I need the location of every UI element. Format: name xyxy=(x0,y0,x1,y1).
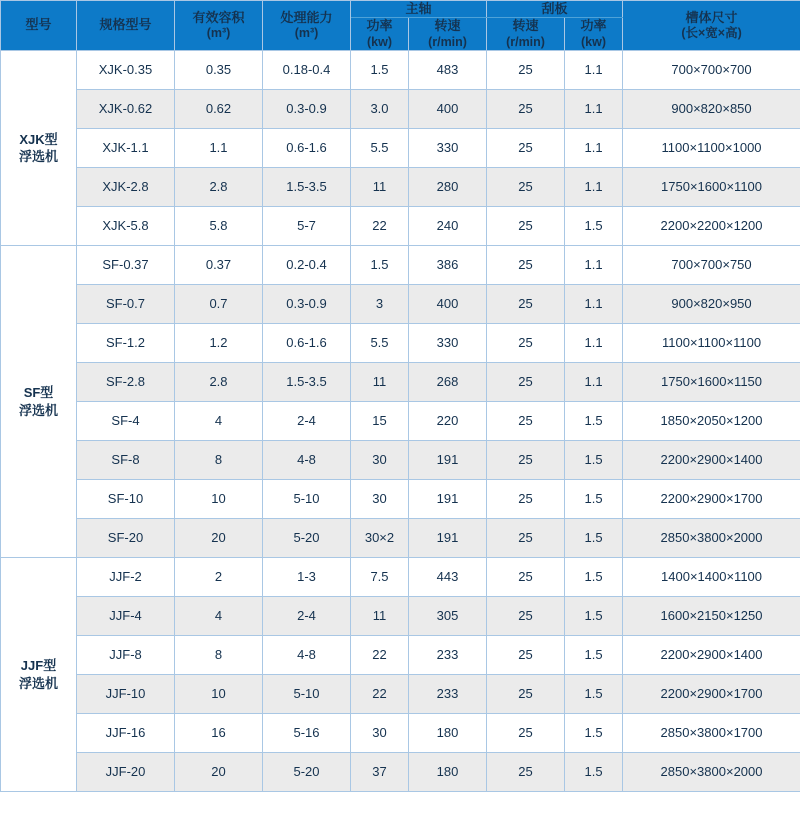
row-group-label-line2: 浮选机 xyxy=(18,149,58,165)
cell-capacity: 4-8 xyxy=(263,441,351,480)
cell-size: 2200×2200×1200 xyxy=(623,207,800,246)
cell-capacity: 1.5-3.5 xyxy=(263,168,351,207)
cell-size: 900×820×850 xyxy=(623,90,800,129)
table-row xyxy=(1,90,800,129)
cell-capacity: 0.3-0.9 xyxy=(263,285,351,324)
cell-capacity: 2-4 xyxy=(263,402,351,441)
cell-scraper-power: 1.5 xyxy=(565,597,623,636)
table-row xyxy=(1,246,800,285)
cell-scraper-speed: 25 xyxy=(487,324,565,363)
cell-scraper-speed: 25 xyxy=(487,441,565,480)
cell-spindle-speed: 233 xyxy=(409,675,487,714)
table-row xyxy=(1,285,800,324)
cell-spindle-speed: 233 xyxy=(409,636,487,675)
col-capacity xyxy=(263,1,351,51)
cell-spindle-speed: 400 xyxy=(409,285,487,324)
col-scraper-power-unit: (kw) xyxy=(581,34,607,49)
cell-scraper-power: 1.1 xyxy=(565,324,623,363)
col-spec-model: 规格型号 xyxy=(77,1,175,51)
cell-scraper-power: 1.5 xyxy=(565,402,623,441)
cell-spec: SF-1.2 xyxy=(77,324,175,363)
cell-spindle-speed: 443 xyxy=(409,558,487,597)
cell-volume: 4 xyxy=(175,402,263,441)
col-model: 型号 xyxy=(1,1,77,51)
cell-size: 2200×2900×1700 xyxy=(623,675,800,714)
cell-scraper-speed: 25 xyxy=(487,480,565,519)
table-row xyxy=(1,51,800,90)
cell-volume: 5.8 xyxy=(175,207,263,246)
cell-scraper-speed: 25 xyxy=(487,675,565,714)
cell-spindle-speed: 400 xyxy=(409,90,487,129)
cell-spindle-speed: 305 xyxy=(409,597,487,636)
table-row xyxy=(1,558,800,597)
col-tank-size-sub: (长×宽×高) xyxy=(681,25,742,40)
cell-size: 1750×1600×1100 xyxy=(623,168,800,207)
cell-spec: XJK-0.35 xyxy=(77,51,175,90)
col-scraper-speed-unit: (r/min) xyxy=(506,34,545,49)
table-row xyxy=(1,519,800,558)
cell-capacity: 0.6-1.6 xyxy=(263,129,351,168)
col-capacity-label: 处理能力 xyxy=(280,9,333,25)
col-spindle-power-label: 功率 xyxy=(366,18,393,34)
cell-spindle-power: 1.5 xyxy=(351,246,409,285)
cell-size: 2850×3800×2000 xyxy=(623,519,800,558)
col-spindle-power xyxy=(351,18,409,51)
cell-spec: JJF-10 xyxy=(77,675,175,714)
cell-spec: SF-2.8 xyxy=(77,363,175,402)
cell-spindle-speed: 191 xyxy=(409,480,487,519)
cell-scraper-speed: 25 xyxy=(487,558,565,597)
cell-volume: 1.1 xyxy=(175,129,263,168)
cell-volume: 2.8 xyxy=(175,363,263,402)
cell-size: 1400×1400×1100 xyxy=(623,558,800,597)
cell-scraper-speed: 25 xyxy=(487,714,565,753)
table-header xyxy=(1,1,800,51)
cell-spindle-power: 1.5 xyxy=(351,51,409,90)
cell-spindle-power: 30 xyxy=(351,480,409,519)
cell-scraper-power: 1.1 xyxy=(565,51,623,90)
cell-capacity: 5-10 xyxy=(263,675,351,714)
cell-spindle-speed: 330 xyxy=(409,129,487,168)
cell-volume: 4 xyxy=(175,597,263,636)
cell-capacity: 0.2-0.4 xyxy=(263,246,351,285)
cell-spindle-power: 11 xyxy=(351,168,409,207)
table-row xyxy=(1,753,800,792)
cell-capacity: 1-3 xyxy=(263,558,351,597)
cell-scraper-speed: 25 xyxy=(487,285,565,324)
cell-spindle-power: 5.5 xyxy=(351,129,409,168)
col-spindle-speed xyxy=(409,18,487,51)
cell-spec: JJF-2 xyxy=(77,558,175,597)
cell-capacity: 5-7 xyxy=(263,207,351,246)
cell-spec: XJK-0.62 xyxy=(77,90,175,129)
cell-volume: 10 xyxy=(175,675,263,714)
cell-size: 1750×1600×1150 xyxy=(623,363,800,402)
cell-spindle-power: 15 xyxy=(351,402,409,441)
cell-spec: JJF-20 xyxy=(77,753,175,792)
cell-size: 2850×3800×1700 xyxy=(623,714,800,753)
cell-scraper-power: 1.5 xyxy=(565,558,623,597)
table-row xyxy=(1,324,800,363)
cell-volume: 10 xyxy=(175,480,263,519)
col-group-spindle: 主轴 xyxy=(351,1,487,18)
cell-scraper-speed: 25 xyxy=(487,597,565,636)
cell-scraper-power: 1.5 xyxy=(565,753,623,792)
cell-capacity: 5-10 xyxy=(263,480,351,519)
cell-scraper-speed: 25 xyxy=(487,753,565,792)
table-row xyxy=(1,675,800,714)
cell-spec: XJK-5.8 xyxy=(77,207,175,246)
cell-scraper-power: 1.1 xyxy=(565,285,623,324)
cell-spindle-speed: 280 xyxy=(409,168,487,207)
cell-volume: 16 xyxy=(175,714,263,753)
cell-volume: 2.8 xyxy=(175,168,263,207)
col-group-scraper: 刮板 xyxy=(487,1,623,18)
cell-spindle-speed: 268 xyxy=(409,363,487,402)
cell-size: 2850×3800×2000 xyxy=(623,753,800,792)
cell-spindle-power: 11 xyxy=(351,597,409,636)
cell-spindle-speed: 386 xyxy=(409,246,487,285)
cell-capacity: 5-20 xyxy=(263,753,351,792)
row-group-label xyxy=(1,558,77,792)
cell-scraper-power: 1.5 xyxy=(565,480,623,519)
cell-scraper-power: 1.5 xyxy=(565,207,623,246)
cell-spindle-power: 22 xyxy=(351,207,409,246)
cell-spec: SF-4 xyxy=(77,402,175,441)
cell-volume: 20 xyxy=(175,519,263,558)
cell-spec: SF-20 xyxy=(77,519,175,558)
table-row xyxy=(1,168,800,207)
table-row xyxy=(1,402,800,441)
cell-size: 1600×2150×1250 xyxy=(623,597,800,636)
cell-size: 1100×1100×1000 xyxy=(623,129,800,168)
table-row xyxy=(1,636,800,675)
cell-spindle-power: 3 xyxy=(351,285,409,324)
cell-scraper-power: 1.1 xyxy=(565,90,623,129)
cell-scraper-speed: 25 xyxy=(487,519,565,558)
cell-spindle-speed: 180 xyxy=(409,714,487,753)
cell-scraper-speed: 25 xyxy=(487,51,565,90)
cell-scraper-power: 1.5 xyxy=(565,441,623,480)
cell-volume: 8 xyxy=(175,636,263,675)
cell-spindle-power: 30 xyxy=(351,714,409,753)
header-row-top xyxy=(1,1,800,18)
row-group-label-line2: 浮选机 xyxy=(18,402,58,418)
cell-scraper-speed: 25 xyxy=(487,636,565,675)
cell-size: 2200×2900×1700 xyxy=(623,480,800,519)
row-group-label-line1: XJK型 xyxy=(19,131,58,147)
cell-scraper-power: 1.1 xyxy=(565,363,623,402)
row-group-label xyxy=(1,51,77,246)
cell-volume: 0.37 xyxy=(175,246,263,285)
table-row xyxy=(1,441,800,480)
cell-scraper-speed: 25 xyxy=(487,363,565,402)
cell-spindle-power: 22 xyxy=(351,636,409,675)
cell-size: 900×820×950 xyxy=(623,285,800,324)
table-row xyxy=(1,597,800,636)
row-group-label-line2: 浮选机 xyxy=(18,675,58,691)
cell-volume: 8 xyxy=(175,441,263,480)
cell-spindle-power: 7.5 xyxy=(351,558,409,597)
cell-volume: 2 xyxy=(175,558,263,597)
cell-volume: 20 xyxy=(175,753,263,792)
col-spindle-power-unit: (kw) xyxy=(367,34,392,49)
cell-spec: SF-10 xyxy=(77,480,175,519)
col-tank-size xyxy=(623,1,800,51)
cell-spec: SF-0.37 xyxy=(77,246,175,285)
cell-scraper-power: 1.5 xyxy=(565,519,623,558)
cell-spindle-power: 11 xyxy=(351,363,409,402)
cell-spindle-power: 22 xyxy=(351,675,409,714)
row-group-label xyxy=(1,246,77,558)
cell-spindle-speed: 483 xyxy=(409,51,487,90)
cell-capacity: 0.3-0.9 xyxy=(263,90,351,129)
cell-spec: JJF-8 xyxy=(77,636,175,675)
cell-scraper-speed: 25 xyxy=(487,129,565,168)
cell-capacity: 0.18-0.4 xyxy=(263,51,351,90)
col-tank-size-label: 槽体尺寸 xyxy=(685,9,738,25)
cell-spindle-power: 3.0 xyxy=(351,90,409,129)
cell-spec: JJF-4 xyxy=(77,597,175,636)
col-effective-volume-label: 有效容积 xyxy=(192,9,245,25)
cell-spindle-speed: 191 xyxy=(409,441,487,480)
col-scraper-speed-label: 转速 xyxy=(512,18,539,34)
cell-size: 2200×2900×1400 xyxy=(623,636,800,675)
cell-scraper-speed: 25 xyxy=(487,90,565,129)
cell-spec: SF-0.7 xyxy=(77,285,175,324)
cell-scraper-power: 1.1 xyxy=(565,129,623,168)
cell-spindle-speed: 191 xyxy=(409,519,487,558)
cell-volume: 1.2 xyxy=(175,324,263,363)
cell-spec: SF-8 xyxy=(77,441,175,480)
col-spindle-speed-unit: (r/min) xyxy=(428,34,467,49)
cell-capacity: 5-20 xyxy=(263,519,351,558)
cell-spec: XJK-1.1 xyxy=(77,129,175,168)
cell-size: 700×700×750 xyxy=(623,246,800,285)
cell-capacity: 5-16 xyxy=(263,714,351,753)
cell-capacity: 0.6-1.6 xyxy=(263,324,351,363)
cell-size: 1850×2050×1200 xyxy=(623,402,800,441)
cell-scraper-power: 1.5 xyxy=(565,636,623,675)
col-scraper-power-label: 功率 xyxy=(580,18,607,34)
cell-spindle-power: 30 xyxy=(351,441,409,480)
table-row xyxy=(1,363,800,402)
cell-capacity: 4-8 xyxy=(263,636,351,675)
cell-scraper-speed: 25 xyxy=(487,246,565,285)
table-body xyxy=(1,51,800,792)
table-row xyxy=(1,714,800,753)
cell-spindle-power: 30×2 xyxy=(351,519,409,558)
cell-spindle-speed: 220 xyxy=(409,402,487,441)
col-spindle-speed-label: 转速 xyxy=(434,18,461,34)
cell-size: 1100×1100×1100 xyxy=(623,324,800,363)
col-scraper-power xyxy=(565,18,623,51)
cell-spindle-speed: 330 xyxy=(409,324,487,363)
cell-capacity: 1.5-3.5 xyxy=(263,363,351,402)
row-group-label-line1: JJF型 xyxy=(20,658,57,674)
table-row xyxy=(1,207,800,246)
cell-spec: XJK-2.8 xyxy=(77,168,175,207)
cell-scraper-speed: 25 xyxy=(487,207,565,246)
cell-spindle-power: 37 xyxy=(351,753,409,792)
col-effective-volume-unit: (m³) xyxy=(206,25,231,40)
cell-spec: JJF-16 xyxy=(77,714,175,753)
cell-volume: 0.35 xyxy=(175,51,263,90)
cell-size: 2200×2900×1400 xyxy=(623,441,800,480)
table-row xyxy=(1,129,800,168)
table-row xyxy=(1,480,800,519)
cell-spindle-power: 5.5 xyxy=(351,324,409,363)
col-capacity-unit: (m³) xyxy=(294,25,319,40)
cell-spindle-speed: 180 xyxy=(409,753,487,792)
cell-scraper-speed: 25 xyxy=(487,402,565,441)
cell-scraper-power: 1.5 xyxy=(565,675,623,714)
cell-volume: 0.62 xyxy=(175,90,263,129)
cell-scraper-power: 1.5 xyxy=(565,714,623,753)
col-scraper-speed xyxy=(487,18,565,51)
cell-scraper-power: 1.1 xyxy=(565,246,623,285)
cell-scraper-power: 1.1 xyxy=(565,168,623,207)
cell-spindle-speed: 240 xyxy=(409,207,487,246)
cell-volume: 0.7 xyxy=(175,285,263,324)
col-effective-volume xyxy=(175,1,263,51)
cell-capacity: 2-4 xyxy=(263,597,351,636)
cell-size: 700×700×700 xyxy=(623,51,800,90)
row-group-label-line1: SF型 xyxy=(23,385,54,401)
cell-scraper-speed: 25 xyxy=(487,168,565,207)
